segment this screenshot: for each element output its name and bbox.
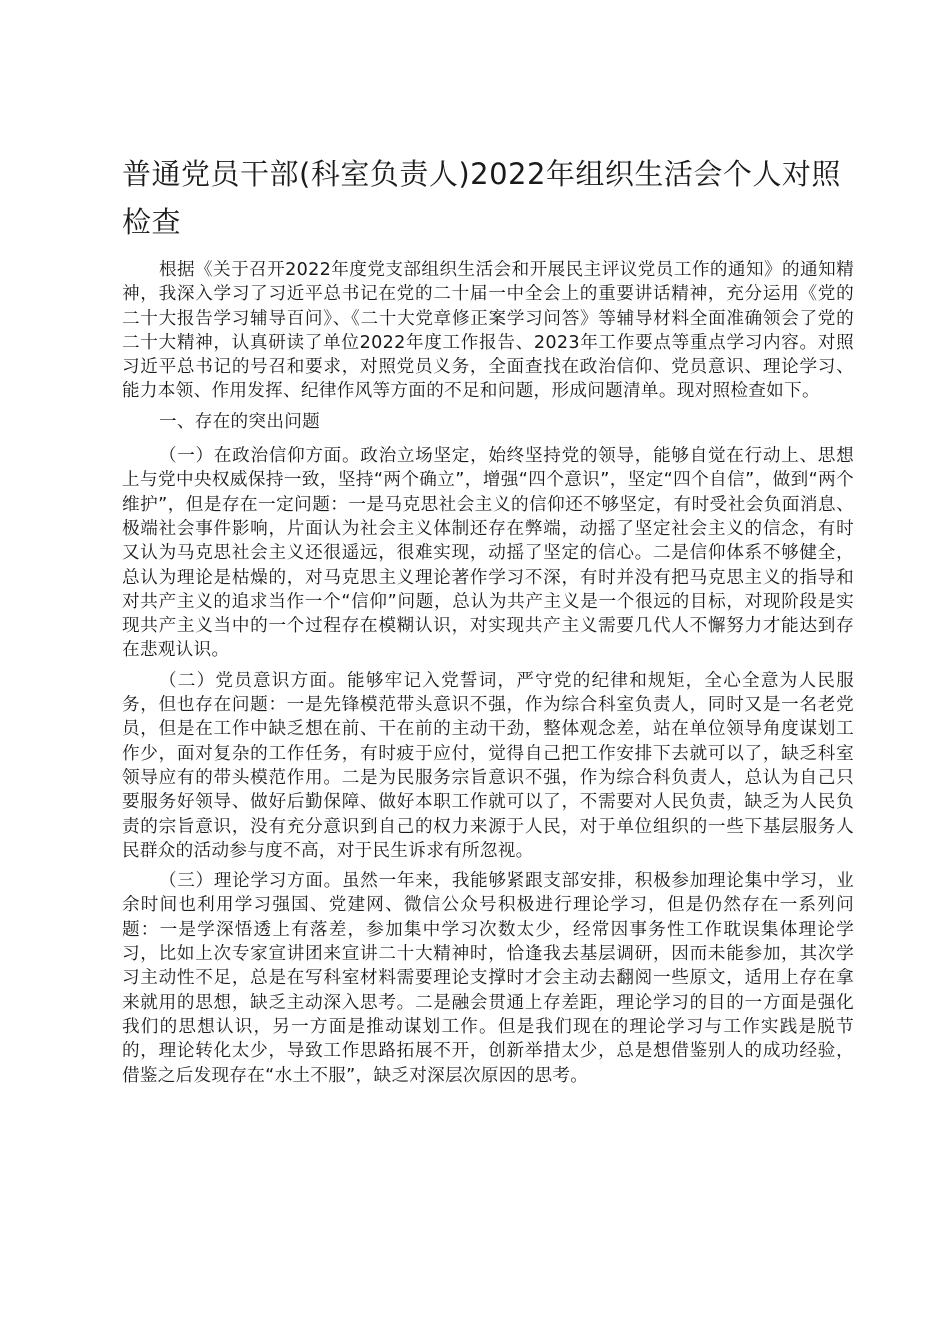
- document-body: [122, 258, 854, 1094]
- paragraph-party-awareness: （二）党员意识方面。能够牢记入党誓词，严守党的纪律和规矩，全心全意为人民服务，但也存在问题：一是先锋模范带头意识不强，作为综合科室负责人，同时又是一名老党员，但是在工作中缺乏想在前、干在前的主动干劲，整体观念差，站在单位领导角度谋划工作少，面对复杂的工作任务，有时疲于应付，觉得自己把工作安排下去就可以了，缺乏科室领导应有的带头模范作用。二是为民服务宗旨意识不强，作为综合科负责人，总认为自己只要服务好领导、做好后勤保障、做好本职工作就可以了，不需要对人民负责，缺乏为人民负责的宗旨意识，没有充分意识到自己的权力来源于人民，对于单位组织的一些下基层服务人民群众的活动参与度不高，对于民生诉求有所忽视。: [122, 670, 854, 861]
- section-heading: 一、存在的突出问题: [158, 411, 320, 432]
- paragraph-political-belief: （一）在政治信仰方面。政治立场坚定，始终坚持党的领导，能够自觉在行动上、思想上与党中央权威保持一致，坚持“两个确立”，增强“四个意识”，坚定“四个自信”，做到“两个维护”，但是存在一定问题：一是马克思社会主义的信仰还不够坚定，有时受社会负面消息、极端社会事件影响，片面认为社会主义体制还存在弊端，动摇了坚定社会主义的信念，有时又认为马克思社会主义还很遥远，很难实现，动摇了坚定的信心。二是信仰体系不够健全，总认为理论是枯燥的，对马克思主义理论著作学习不深，有时并没有把马克思主义的指导和对共产主义的追求当作一个“信仰”问题，总认为共产主义是一个很远的目标，对现阶段是实现共产主义当中的一个过程存在模糊认识，对实现共产主义需要几代人不懈努力才能达到存在悲观认识。: [122, 446, 854, 661]
- intro-paragraph: 根据《关于召开2022年度党支部组织生活会和开展民主评议党员工作的通知》的通知精神，我深入学习了习近平总书记在党的二十届一中全会上的重要讲话精神，充分运用《党的二十大报告学习辅导百问》、《二十大党章修正案学习问答》等辅导材料全面准确领会了党的二十大精神，认真研读了单位2022年度工作报告、2023年工作要点等重点学习内容。对照习近平总书记的号召和要求，对照党员义务，全面查找在政治信仰、党员意识、理论学习、能力本领、作用发挥、纪律作风等方面的不足和问题，形成问题清单。现对照检查如下。: [122, 260, 854, 402]
- document-title: 普通党员干部(科室负责人)2022年组织生活会个人对照检查: [122, 157, 841, 239]
- paragraph-theory-study: （三）理论学习方面。虽然一年来，我能够紧跟支部安排，积极参加理论集中学习，业余时间也利用学习强国、党建网、微信公众号积极进行理论学习，但是仍然存在一系列问题：一是学深悟透上有落差，参加集中学习次数太少，经常因事务性工作耽误集体理论学习，比如上次专家宣讲团来宣讲二十大精神时，恰逢我去基层调研，因而未能参加，其次学习主动性不足，总是在写科室材料需要理论支撑时才会主动去翻阅一些原文，适用上存在拿来就用的思想，缺乏主动深入思考。二是融会贯通上存差距，理论学习的目的一方面是强化我们的思想认识，另一方面是推动谋划工作。但是我们现在的理论学习与工作实践是脱节的，理论转化太少，导致工作思路拓展不开，创新举措太少，总是想借鉴别人的成功经验，借鉴之后发现存在“水土不服”，缺乏对深层次原因的思考。: [122, 871, 854, 1086]
